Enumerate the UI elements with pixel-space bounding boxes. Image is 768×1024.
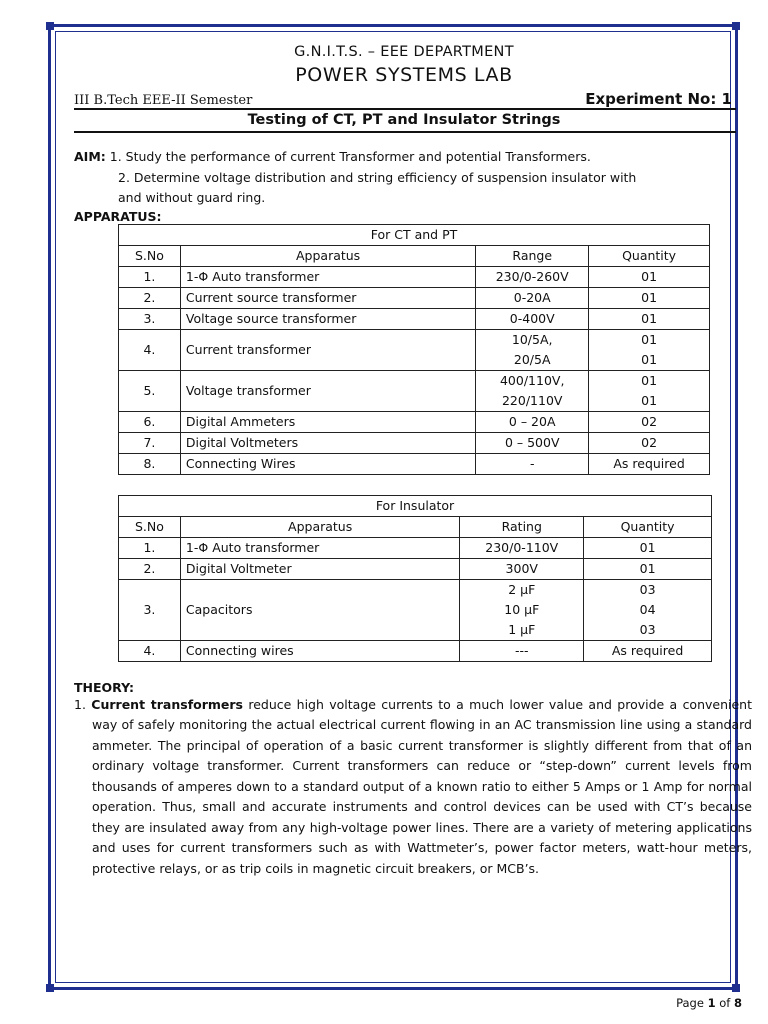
table-caption: For CT and PT xyxy=(119,224,710,245)
table-row xyxy=(119,287,710,308)
cell-apparatus: Digital Voltmeters xyxy=(180,432,475,453)
cell-quantity xyxy=(589,370,710,411)
table-row xyxy=(119,411,710,432)
cell-sno: 3. xyxy=(119,579,181,640)
cell-range: - xyxy=(476,453,589,474)
aim-item-1: 1. Study the performance of current Transformer and potential Transformers. xyxy=(109,149,591,164)
cell-range: 0 – 20A xyxy=(476,411,589,432)
semester-label: III B.Tech EEE-II Semester xyxy=(74,93,253,108)
cell-sno: 2. xyxy=(119,558,181,579)
table-row xyxy=(119,537,712,558)
cell-quantity: As required xyxy=(584,640,712,661)
experiment-number: Experiment No: 1 xyxy=(585,90,732,108)
cell-range: 0 – 500V xyxy=(476,432,589,453)
range-line: 400/110V, xyxy=(499,372,565,388)
ct-pt-apparatus-table xyxy=(118,224,710,475)
page-word: Page xyxy=(676,996,704,1010)
page-total: 8 xyxy=(733,996,742,1010)
aim-section xyxy=(74,147,734,209)
cell-quantity: 01 xyxy=(584,537,712,558)
cell-quantity: 01 xyxy=(589,308,710,329)
cell-sno: 6. xyxy=(119,411,181,432)
cell-apparatus: Digital Ammeters xyxy=(180,411,475,432)
cell-rating: 230/0-110V xyxy=(460,537,584,558)
cell-quantity: 02 xyxy=(589,411,710,432)
aim-label: AIM: xyxy=(74,149,106,164)
cell-sno: 4. xyxy=(119,329,181,370)
of-word: of xyxy=(719,996,731,1010)
page-content xyxy=(74,40,753,879)
cell-sno: 1. xyxy=(119,537,181,558)
header-cell: Rating xyxy=(460,516,584,537)
qty-line: 01 xyxy=(641,351,658,367)
cell-rating xyxy=(460,579,584,640)
cell-quantity: As required xyxy=(589,453,710,474)
cell-apparatus: 1-Φ Auto transformer xyxy=(180,266,475,287)
cell-range: 230/0-260V xyxy=(476,266,589,287)
cell-sno: 2. xyxy=(119,287,181,308)
cell-quantity: 01 xyxy=(589,266,710,287)
cell-sno: 1. xyxy=(119,266,181,287)
cell-sno: 3. xyxy=(119,308,181,329)
table-row xyxy=(119,329,710,370)
qty-line: 03 xyxy=(639,621,656,637)
corner-ornament xyxy=(732,22,740,30)
cell-apparatus: Capacitors xyxy=(180,579,459,640)
cell-range: 0-400V xyxy=(476,308,589,329)
table-row xyxy=(119,370,710,411)
rating-line: 2 μF xyxy=(508,581,536,597)
header-cell: S.No xyxy=(119,245,181,266)
department-heading: G.N.I.T.S. – EEE DEPARTMENT xyxy=(294,44,514,60)
divider-bottom xyxy=(74,131,736,133)
apparatus-heading: APPARATUS: xyxy=(74,208,162,224)
cell-apparatus: Connecting Wires xyxy=(180,453,475,474)
header-cell: Range xyxy=(476,245,589,266)
cell-apparatus: Connecting wires xyxy=(180,640,459,661)
range-line: 20/5A xyxy=(513,351,551,367)
table-row xyxy=(119,640,712,661)
cell-range xyxy=(476,329,589,370)
theory-text: reduce high voltage currents to a much lower value and provide a convenient way of safely monitoring the actual electrical current flowing in an AC transmission line using a standard ammeter. The principal of operation of a basic current transformer is slightly different from that of an ordinary voltage transformer. Current transformers can reduce or “step-down” current levels from thousands of amperes down to a standard output of a known ratio to either 5 Amps or 1 Amp for normal operation. Thus, small and accurate instruments and control devices can be used with CT’s because they are insulated away from any high-voltage power lines. There are a variety of metering applications and uses for current transformers such as with Wattmeter’s, power factor meters, watt-hour meters, protective relays, or as trip coils in magnetic circuit breakers, or MCB’s. xyxy=(92,696,753,876)
experiment-title: Testing of CT, PT and Insulator Strings xyxy=(247,112,561,128)
header-cell: S.No xyxy=(119,516,181,537)
range-line: 10/5A, xyxy=(511,331,553,347)
theory-number: 1. xyxy=(74,696,86,712)
table-header-row xyxy=(119,516,712,537)
theory-heading: THEORY: xyxy=(74,679,135,695)
cell-apparatus: Current source transformer xyxy=(180,287,475,308)
qty-line: 01 xyxy=(641,392,658,408)
cell-quantity: 01 xyxy=(589,287,710,308)
page-number: 1 xyxy=(707,996,716,1010)
cell-quantity: 02 xyxy=(589,432,710,453)
table-row xyxy=(119,432,710,453)
qty-line: 01 xyxy=(641,331,658,347)
aim-item-2-line-1: 2. Determine voltage distribution and string efficiency of suspension insulator with xyxy=(118,169,637,185)
header-cell: Quantity xyxy=(589,245,710,266)
theory-paragraph xyxy=(74,695,752,880)
rating-line: 10 μF xyxy=(504,601,540,617)
range-line: 220/110V xyxy=(501,392,563,408)
table-row xyxy=(119,308,710,329)
table-caption: For Insulator xyxy=(119,495,712,516)
aim-item-2-line-2: and without guard ring. xyxy=(118,190,266,205)
cell-apparatus: Voltage source transformer xyxy=(180,308,475,329)
cell-apparatus: Digital Voltmeter xyxy=(180,558,459,579)
cell-sno: 5. xyxy=(119,370,181,411)
semester-row xyxy=(74,90,732,108)
qty-line: 01 xyxy=(641,372,658,388)
table-header-row xyxy=(119,245,710,266)
cell-rating: 300V xyxy=(460,558,584,579)
cell-apparatus: Current transformer xyxy=(180,329,475,370)
header-cell: Quantity xyxy=(584,516,712,537)
cell-sno: 7. xyxy=(119,432,181,453)
cell-quantity xyxy=(589,329,710,370)
cell-range xyxy=(476,370,589,411)
cell-rating: --- xyxy=(460,640,584,661)
corner-ornament xyxy=(46,22,54,30)
cell-sno: 8. xyxy=(119,453,181,474)
cell-apparatus: 1-Φ Auto transformer xyxy=(180,537,459,558)
qty-line: 03 xyxy=(639,581,656,597)
header-cell: Apparatus xyxy=(180,245,475,266)
table-row xyxy=(119,558,712,579)
page-footer xyxy=(676,996,742,1010)
table-row xyxy=(119,579,712,640)
table-row xyxy=(119,453,710,474)
corner-ornament xyxy=(46,984,54,992)
qty-line: 04 xyxy=(639,601,656,617)
corner-ornament xyxy=(732,984,740,992)
insulator-apparatus-table xyxy=(118,495,712,662)
cell-range: 0-20A xyxy=(476,287,589,308)
cell-sno: 4. xyxy=(119,640,181,661)
theory-term: Current transformers xyxy=(91,696,243,712)
cell-quantity xyxy=(584,579,712,640)
header-cell: Apparatus xyxy=(180,516,459,537)
table-row xyxy=(119,266,710,287)
cell-apparatus: Voltage transformer xyxy=(180,370,475,411)
lab-title: POWER SYSTEMS LAB xyxy=(295,64,513,86)
rating-line: 1 μF xyxy=(508,621,536,637)
cell-quantity: 01 xyxy=(584,558,712,579)
